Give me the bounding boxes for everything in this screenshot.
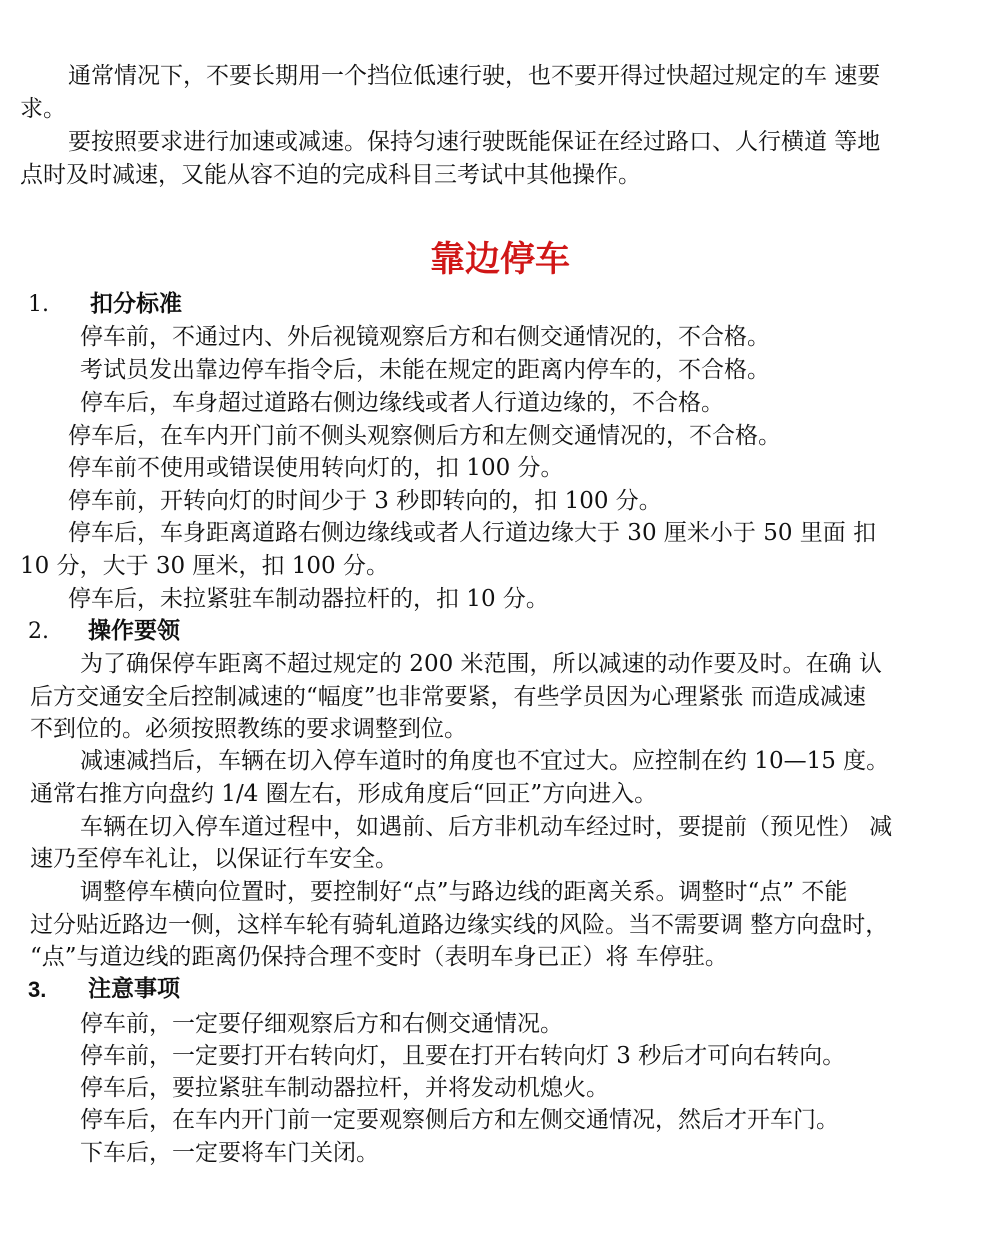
intro-line-3: 要按照要求进行加速或减速。保持匀速行驶既能保证在经过路口、人行横道 等地 <box>68 129 881 155</box>
section-3-heading: 注意事项 <box>88 976 180 1002</box>
section-1-line-6: 停车前，开转向灯的时间少于 3 秒即转向的，扣 100 分。 <box>68 488 662 514</box>
intro-line-1: 通常情况下，不要长期用一个挡位低速行驶，也不要开得过快超过规定的车 速要 <box>68 63 881 89</box>
section-1-line-8: 10 分，大于 30 厘米，扣 100 分。 <box>20 553 389 579</box>
section-1-line-9: 停车后，未拉紧驻车制动器拉杆的，扣 10 分。 <box>68 586 549 612</box>
section-3-line-5: 下车后，一定要将车门关闭。 <box>80 1140 379 1166</box>
intro-line-4: 点时及时减速，又能从容不迫的完成科目三考试中其他操作。 <box>20 162 641 188</box>
section-3-number: 3. <box>28 977 47 1002</box>
section-1-line-5: 停车前不使用或错误使用转向灯的，扣 100 分。 <box>68 455 564 481</box>
section-2-number: 2. <box>28 619 49 644</box>
section-1-line-2: 考试员发出靠边停车指令后，未能在规定的距离内停车的，不合格。 <box>80 357 770 383</box>
section-2-line-6: 车辆在切入停车道过程中，如遇前、后方非机动车经过时，要提前（预见性） 减 <box>80 814 893 840</box>
section-2-line-10: “点”与道边线的距离仍保持合理不变时（表明车身已正）将 车停驻。 <box>30 944 728 970</box>
page-title: 靠边停车 <box>429 240 570 280</box>
section-1-number: 1. <box>28 292 49 317</box>
section-2-line-3: 不到位的。必须按照教练的要求调整到位。 <box>30 716 467 742</box>
section-3-line-3: 停车后，要拉紧驻车制动器拉杆，并将发动机熄火。 <box>80 1075 609 1101</box>
section-2-heading: 操作要领 <box>88 618 180 644</box>
section-3-line-4: 停车后，在车内开门前一定要观察侧后方和左侧交通情况，然后才开车门。 <box>80 1107 839 1133</box>
section-2-line-5: 通常右推方向盘约 1/4 圈左右，形成角度后“回正”方向进入。 <box>30 781 658 807</box>
section-2-line-8: 调整停车横向位置时，要控制好“点”与路边线的距离关系。调整时“点” 不能 <box>80 879 848 905</box>
section-3-line-1: 停车前，一定要仔细观察后方和右侧交通情况。 <box>80 1011 563 1037</box>
section-1-line-7: 停车后，车身距离道路右侧边缘线或者人行道边缘大于 30 厘米小于 50 里面 扣 <box>68 520 877 546</box>
section-2-line-7: 速乃至停车礼让，以保证行车安全。 <box>30 846 398 872</box>
intro-line-2: 求。 <box>20 96 66 122</box>
section-3-line-2: 停车前，一定要打开右转向灯，且要在打开右转向灯 3 秒后才可向右转向。 <box>80 1043 846 1069</box>
section-1-heading: 扣分标准 <box>90 291 182 317</box>
section-1-line-3: 停车后，车身超过道路右侧边缘线或者人行道边缘的，不合格。 <box>80 390 724 416</box>
section-2-line-1: 为了确保停车距离不超过规定的 200 米范围，所以减速的动作要及时。在确 认 <box>80 651 882 677</box>
section-2-line-4: 减速减挡后，车辆在切入停车道时的角度也不宜过大。应控制在约 10—15 度。 <box>80 748 890 774</box>
section-2-line-9: 过分贴近路边一侧，这样车轮有骑轧道路边缘实线的风险。当不需要调 整方向盘时， <box>30 912 889 938</box>
section-1-line-1: 停车前，不通过内、外后视镜观察后方和右侧交通情况的，不合格。 <box>80 324 770 350</box>
section-2-line-2: 后方交通安全后控制减速的“幅度”也非常要紧，有些学员因为心理紧张 而造成减速 <box>30 684 866 710</box>
section-1-line-4: 停车后，在车内开门前不侧头观察侧后方和左侧交通情况的，不合格。 <box>68 423 781 449</box>
